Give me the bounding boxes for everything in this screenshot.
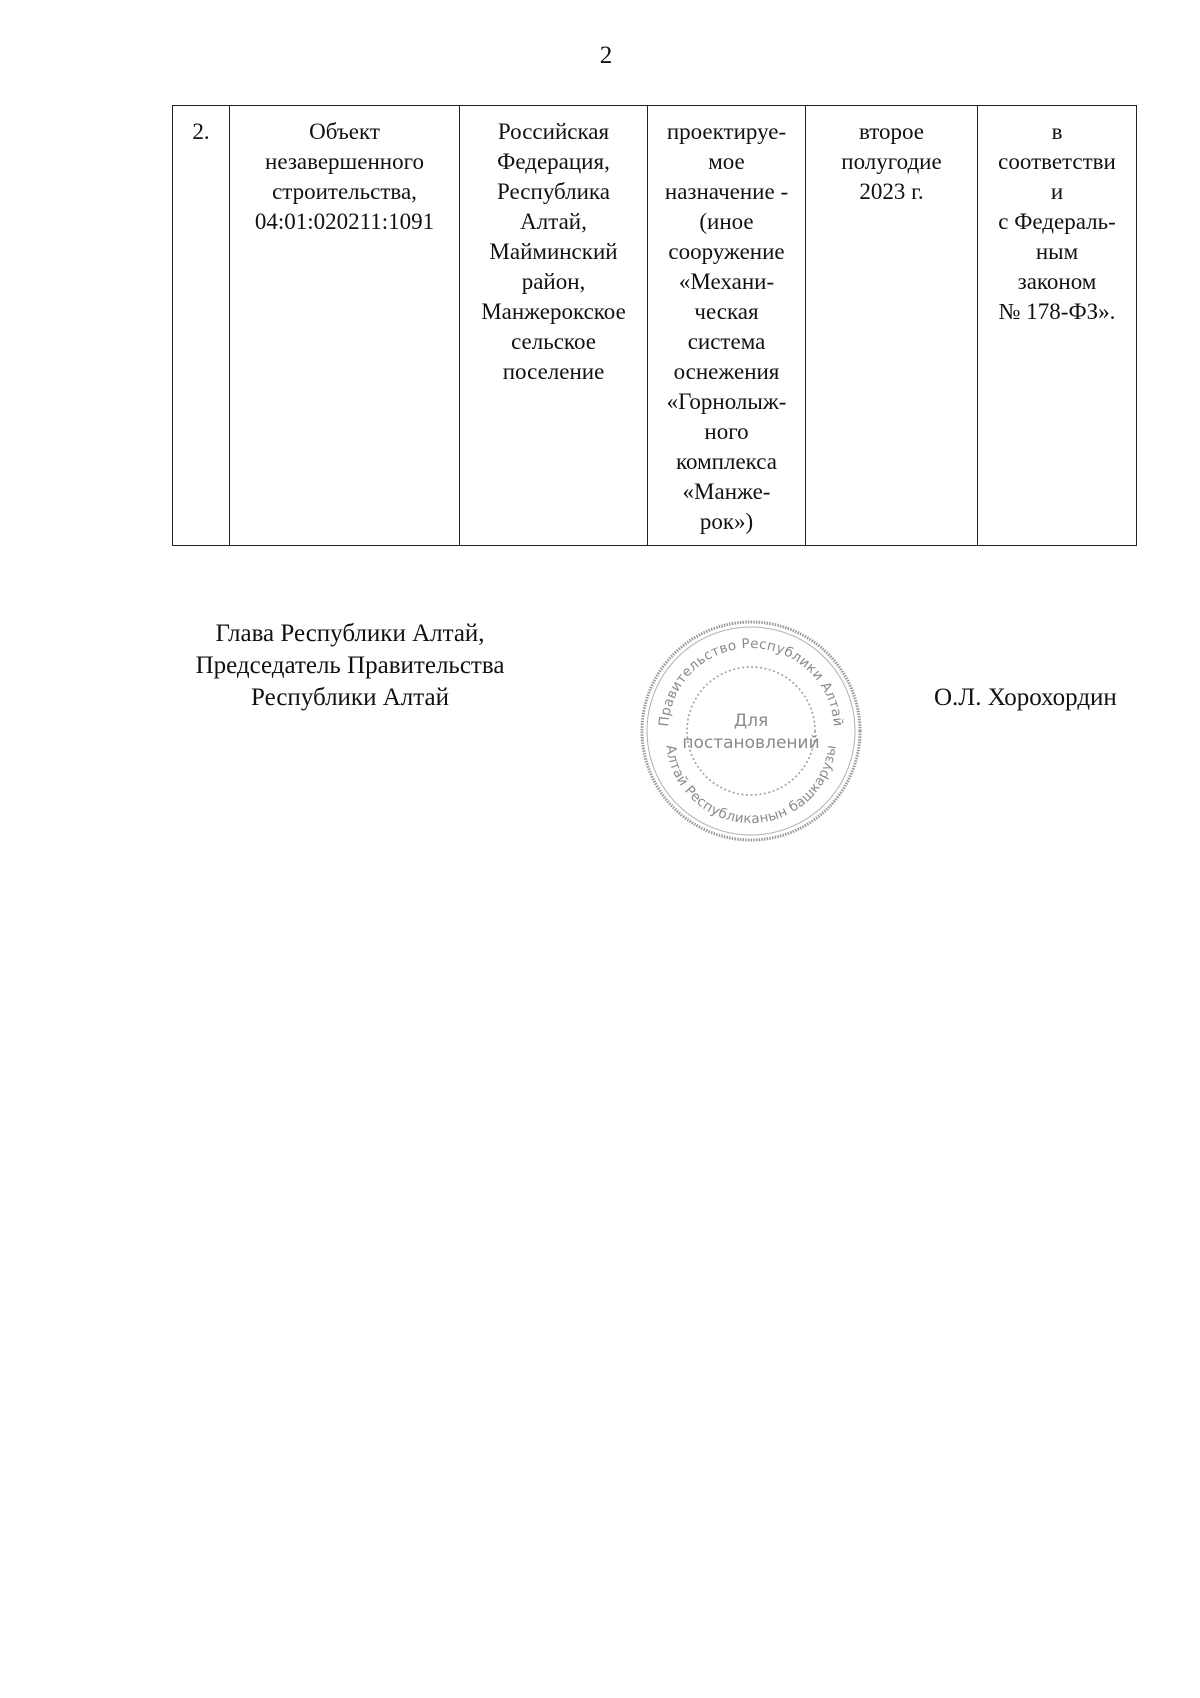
row-number-cell bbox=[173, 106, 230, 546]
method-cell bbox=[978, 106, 1137, 546]
purpose-line: «Механи- bbox=[678, 269, 775, 294]
seal-center-line1: Для bbox=[733, 711, 769, 731]
seal-inner-ring bbox=[687, 667, 815, 795]
signer-name: О.Л. Хорохордин bbox=[934, 684, 1117, 711]
period-cell bbox=[806, 106, 978, 546]
purpose-line: система bbox=[687, 329, 766, 354]
purpose-line: «Манже- bbox=[682, 479, 771, 504]
object-line: незавершенного bbox=[265, 149, 424, 174]
method-line: с Федераль- bbox=[998, 209, 1116, 234]
row-number: 2. bbox=[192, 119, 210, 144]
purpose-line: ного bbox=[704, 419, 749, 444]
purpose-line: сооружение bbox=[668, 239, 785, 264]
cadastral-number: 04:01:020211:1091 bbox=[254, 209, 435, 234]
method-line: соответстви bbox=[998, 149, 1116, 174]
method-line: и bbox=[1050, 179, 1064, 204]
signer-title-line: Председатель Правительства bbox=[195, 652, 505, 679]
location-line: район, bbox=[521, 269, 586, 294]
method-line: законом bbox=[1017, 269, 1097, 294]
signer-title-line: Республики Алтай bbox=[251, 684, 449, 711]
purpose-cell bbox=[648, 106, 806, 546]
object-line: Объект bbox=[309, 119, 380, 144]
purpose-line: (иное bbox=[699, 209, 754, 234]
purpose-line: оснежения bbox=[673, 359, 780, 384]
period-line: второе bbox=[858, 119, 925, 144]
seal-center-line2: постановлений bbox=[682, 733, 820, 753]
object-line: строительства, bbox=[272, 179, 417, 204]
seal-outer-ring-inner bbox=[647, 627, 855, 835]
purpose-line: «Горнолыж- bbox=[666, 389, 787, 414]
location-line: поселение bbox=[502, 359, 605, 384]
method-line: № 178-ФЗ». bbox=[998, 299, 1116, 324]
period-line: полугодие bbox=[841, 149, 942, 174]
location-line: Майминский bbox=[489, 239, 618, 264]
location-line: Алтай, bbox=[520, 209, 587, 234]
signer-title bbox=[170, 618, 530, 714]
purpose-line: мое bbox=[708, 149, 745, 174]
location-cell bbox=[460, 106, 648, 546]
location-line: Федерация, bbox=[497, 149, 610, 174]
seal-top-arc-text: Правительство Республики Алтай bbox=[656, 635, 846, 728]
purpose-line: рок») bbox=[699, 509, 754, 534]
object-cell bbox=[230, 106, 460, 546]
purpose-line: назначение - bbox=[664, 179, 789, 204]
location-line: Российская bbox=[497, 119, 610, 144]
purpose-line: комплекса bbox=[676, 449, 777, 474]
official-seal bbox=[638, 618, 864, 844]
location-line: Манжерокское bbox=[481, 299, 626, 324]
seal-outer-ring bbox=[642, 622, 860, 840]
signer-title-line: Глава Республики Алтай, bbox=[215, 620, 485, 647]
seal-bottom-arc-text: Алтай Республиканын башкарузы bbox=[662, 743, 840, 828]
location-line: Республика bbox=[497, 179, 610, 204]
method-line: в bbox=[1051, 119, 1063, 144]
period-line: 2023 г. bbox=[859, 179, 924, 204]
table-row bbox=[173, 106, 1137, 546]
location-line: сельское bbox=[511, 329, 596, 354]
purpose-line: ческая bbox=[694, 299, 759, 324]
registry-table bbox=[172, 105, 1137, 546]
purpose-line: проектируе- bbox=[666, 119, 787, 144]
page-number: 2 bbox=[599, 42, 613, 69]
method-line: ным bbox=[1035, 239, 1079, 264]
